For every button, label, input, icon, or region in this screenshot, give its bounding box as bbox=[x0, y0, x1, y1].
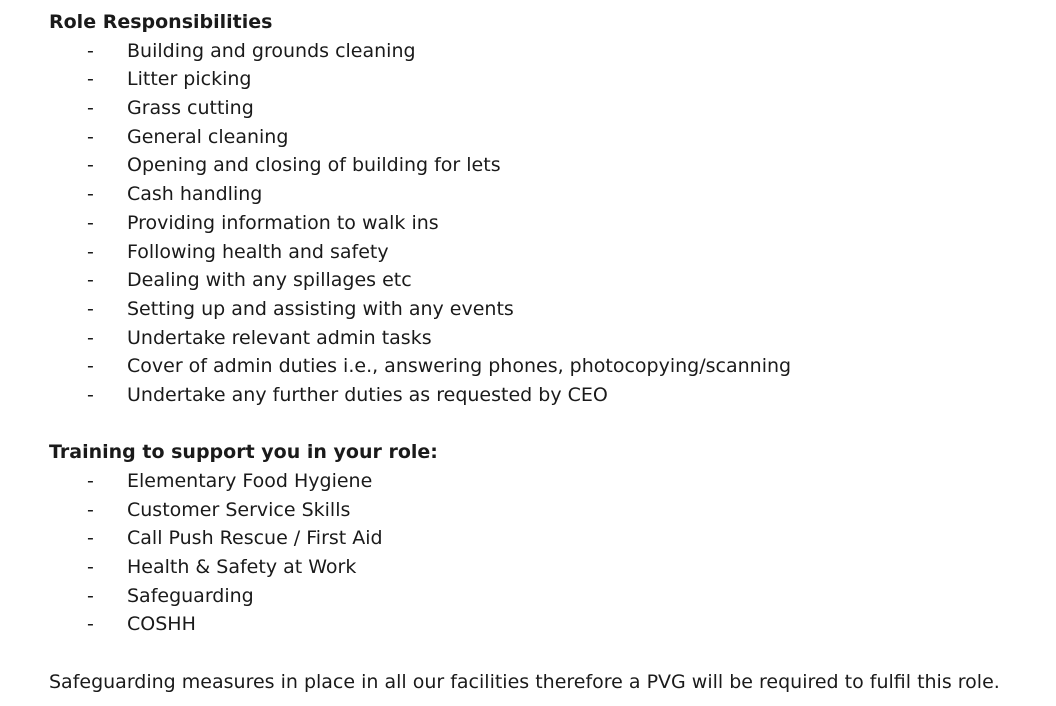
footer-paragraph: Safeguarding measures in place in all our facilities therefore a PVG will be required to fulfil this role. bbox=[49, 670, 1000, 693]
list-item-text: Grass cutting bbox=[127, 97, 254, 120]
responsibilities-list bbox=[49, 37, 1039, 410]
section-training bbox=[49, 438, 1039, 639]
dash-bullet: - bbox=[87, 39, 94, 62]
dash-bullet: - bbox=[87, 240, 94, 263]
list-item-text: Cover of admin duties i.e., answering phones, photocopying/scanning bbox=[127, 355, 792, 378]
dash-bullet: - bbox=[87, 498, 94, 521]
list-item-text: Undertake relevant admin tasks bbox=[127, 326, 432, 349]
list-item-text: Safeguarding bbox=[127, 584, 254, 607]
list-item bbox=[49, 295, 1039, 324]
list-item-text: Dealing with any spillages etc bbox=[127, 269, 412, 292]
blank-line bbox=[49, 639, 1039, 668]
list-item bbox=[49, 37, 1039, 66]
dash-bullet: - bbox=[87, 154, 94, 177]
dash-bullet: - bbox=[87, 211, 94, 234]
dash-bullet: - bbox=[87, 125, 94, 148]
list-item bbox=[49, 266, 1039, 295]
list-item-text: Cash handling bbox=[127, 183, 263, 206]
section-heading: Training to support you in your role: bbox=[49, 441, 438, 464]
list-item-text: Opening and closing of building for lets bbox=[127, 154, 501, 177]
list-item-text: General cleaning bbox=[127, 125, 289, 148]
list-item-text: Elementary Food Hygiene bbox=[127, 470, 373, 492]
list-item bbox=[49, 151, 1039, 180]
dash-bullet: - bbox=[87, 556, 94, 579]
list-item bbox=[49, 496, 1039, 525]
dash-bullet: - bbox=[87, 584, 94, 607]
dash-bullet: - bbox=[87, 326, 94, 349]
dash-bullet: - bbox=[87, 269, 94, 292]
list-item bbox=[49, 209, 1039, 238]
list-item-text: Health & Safety at Work bbox=[127, 556, 357, 579]
list-item-text: Customer Service Skills bbox=[127, 498, 351, 521]
list-item bbox=[49, 65, 1039, 94]
list-item-text: Building and grounds cleaning bbox=[127, 39, 416, 62]
list-item-text: Following health and safety bbox=[127, 240, 389, 263]
list-item-text: Undertake any further duties as requested by CEO bbox=[127, 383, 608, 406]
list-item bbox=[49, 324, 1039, 353]
list-item bbox=[49, 610, 1039, 639]
list-item bbox=[49, 524, 1039, 553]
list-item-text: Call Push Rescue / First Aid bbox=[127, 527, 383, 550]
dash-bullet: - bbox=[87, 355, 94, 378]
dash-bullet: - bbox=[87, 97, 94, 120]
training-list bbox=[49, 467, 1039, 639]
dash-bullet: - bbox=[87, 297, 94, 320]
document-body bbox=[49, 8, 1039, 697]
dash-bullet: - bbox=[87, 68, 94, 91]
list-item bbox=[49, 582, 1039, 611]
list-item bbox=[49, 352, 1039, 381]
section-role-responsibilities bbox=[49, 8, 1039, 410]
dash-bullet: - bbox=[87, 183, 94, 206]
dash-bullet: - bbox=[87, 470, 94, 492]
dash-bullet: - bbox=[87, 613, 94, 636]
list-item bbox=[49, 467, 1039, 496]
list-item bbox=[49, 180, 1039, 209]
list-item-text: Setting up and assisting with any events bbox=[127, 297, 514, 320]
list-item bbox=[49, 123, 1039, 152]
list-item bbox=[49, 238, 1039, 267]
blank-line bbox=[49, 410, 1039, 439]
list-item-text: Litter picking bbox=[127, 68, 252, 91]
dash-bullet: - bbox=[87, 527, 94, 550]
list-item-text: COSHH bbox=[127, 613, 196, 636]
list-item bbox=[49, 381, 1039, 410]
list-item bbox=[49, 94, 1039, 123]
list-item bbox=[49, 553, 1039, 582]
list-item-text: Providing information to walk ins bbox=[127, 211, 439, 234]
dash-bullet: - bbox=[87, 383, 94, 406]
section-heading: Role Responsibilities bbox=[49, 11, 273, 33]
